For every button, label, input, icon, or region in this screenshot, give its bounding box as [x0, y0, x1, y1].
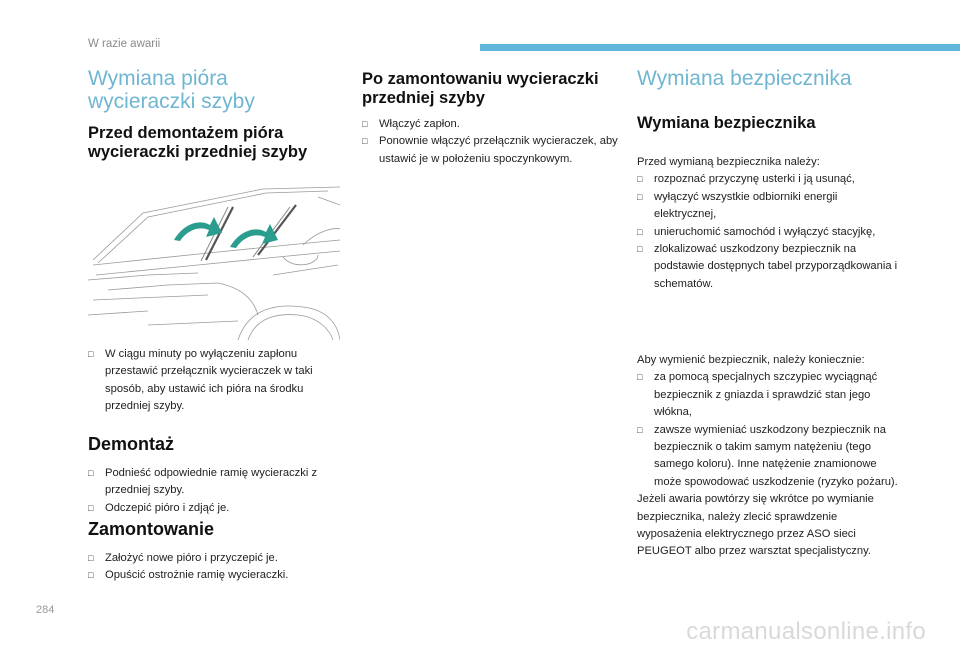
list-item: □ unieruchomić samochód i wyłączyć stacyjkę,: [637, 224, 899, 241]
fuse-closing-note: Jeżeli awaria powtórzy się wkrótce po wymianie bezpiecznika, należy zlecić sprawdzenie wyposażenia elektrycznego przez ASO sieci PEUGEOT albo przez warsztat specjalistyczny.: [637, 493, 874, 558]
list-item: □ Ponownie włączyć przełącznik wycieraczek, aby ustawić je w położeniu spoczynkowym.: [362, 133, 624, 168]
fuse-heading: Wymiana bezpiecznika: [637, 114, 816, 132]
list-item: □ zawsze wymieniać uszkodzony bezpiecznik na bezpiecznik o takim samym natężeniu (tego samego koloru). Inne natężenie znamionowe może spowodować uszkodzenie (ryzyko pożaru).: [637, 422, 899, 492]
list-item: □ Podnieść odpowiednie ramię wycieraczki z przedniej szyby.: [88, 465, 336, 500]
page-number: 284: [36, 604, 55, 616]
list-item: □ zlokalizować uszkodzony bezpiecznik na podstawie dostępnych tabel przyporządkowania i schematów.: [637, 241, 899, 293]
install-list: [88, 550, 336, 585]
install-heading: Zamontowanie: [88, 519, 215, 539]
list-item: □ Opuścić ostrożnie ramię wycieraczki.: [88, 567, 336, 584]
watermark: carmanualsonline.info: [686, 618, 926, 645]
car-windshield-diagram: [88, 185, 340, 340]
after-install-list: [362, 116, 624, 168]
fuse-intro: Przed wymianą bezpiecznika należy:: [637, 156, 820, 168]
header-accent-bar: [480, 44, 960, 51]
list-item: □ Założyć nowe pióro i przyczepić je.: [88, 550, 336, 567]
fuse-replace-block: [637, 352, 899, 561]
list-item: □ wyłączyć wszystkie odbiorniki energii elektrycznej,: [637, 189, 899, 224]
wiper-illustration: [88, 185, 340, 340]
removal-heading: Demontaż: [88, 434, 175, 454]
list-item: □ za pomocą specjalnych szczypiec wyciągnąć bezpiecznik z gniazda i sprawdzić stan jego włókna,: [637, 369, 899, 421]
list-item: □ Odczepić pióro i zdjąć je.: [88, 500, 336, 517]
list-item: □ rozpoznać przyczynę usterki i ją usunąć,: [637, 171, 899, 188]
removal-list: [88, 465, 336, 517]
before-removal-list: [88, 346, 336, 416]
wiper-section-title: Wymiana pióra wycieraczki szyby: [88, 67, 255, 113]
after-install-heading: Po zamontowaniu wycieraczki przedniej szyby: [362, 70, 599, 107]
before-removal-heading: Przed demontażem pióra wycieraczki przedniej szyby: [88, 124, 308, 161]
section-label: W razie awarii: [88, 38, 161, 50]
list-item: □ W ciągu minuty po wyłączeniu zapłonu przestawić przełącznik wycieraczek w taki sposób, aby ustawić ich pióra na środku przedniej szyby.: [88, 346, 336, 416]
fuse-replace-intro: Aby wymienić bezpiecznik, należy koniecznie:: [637, 354, 865, 366]
list-item: □ Włączyć zapłon.: [362, 116, 624, 133]
fuse-section-title: Wymiana bezpiecznika: [637, 67, 852, 90]
fuse-before-block: [637, 154, 899, 293]
